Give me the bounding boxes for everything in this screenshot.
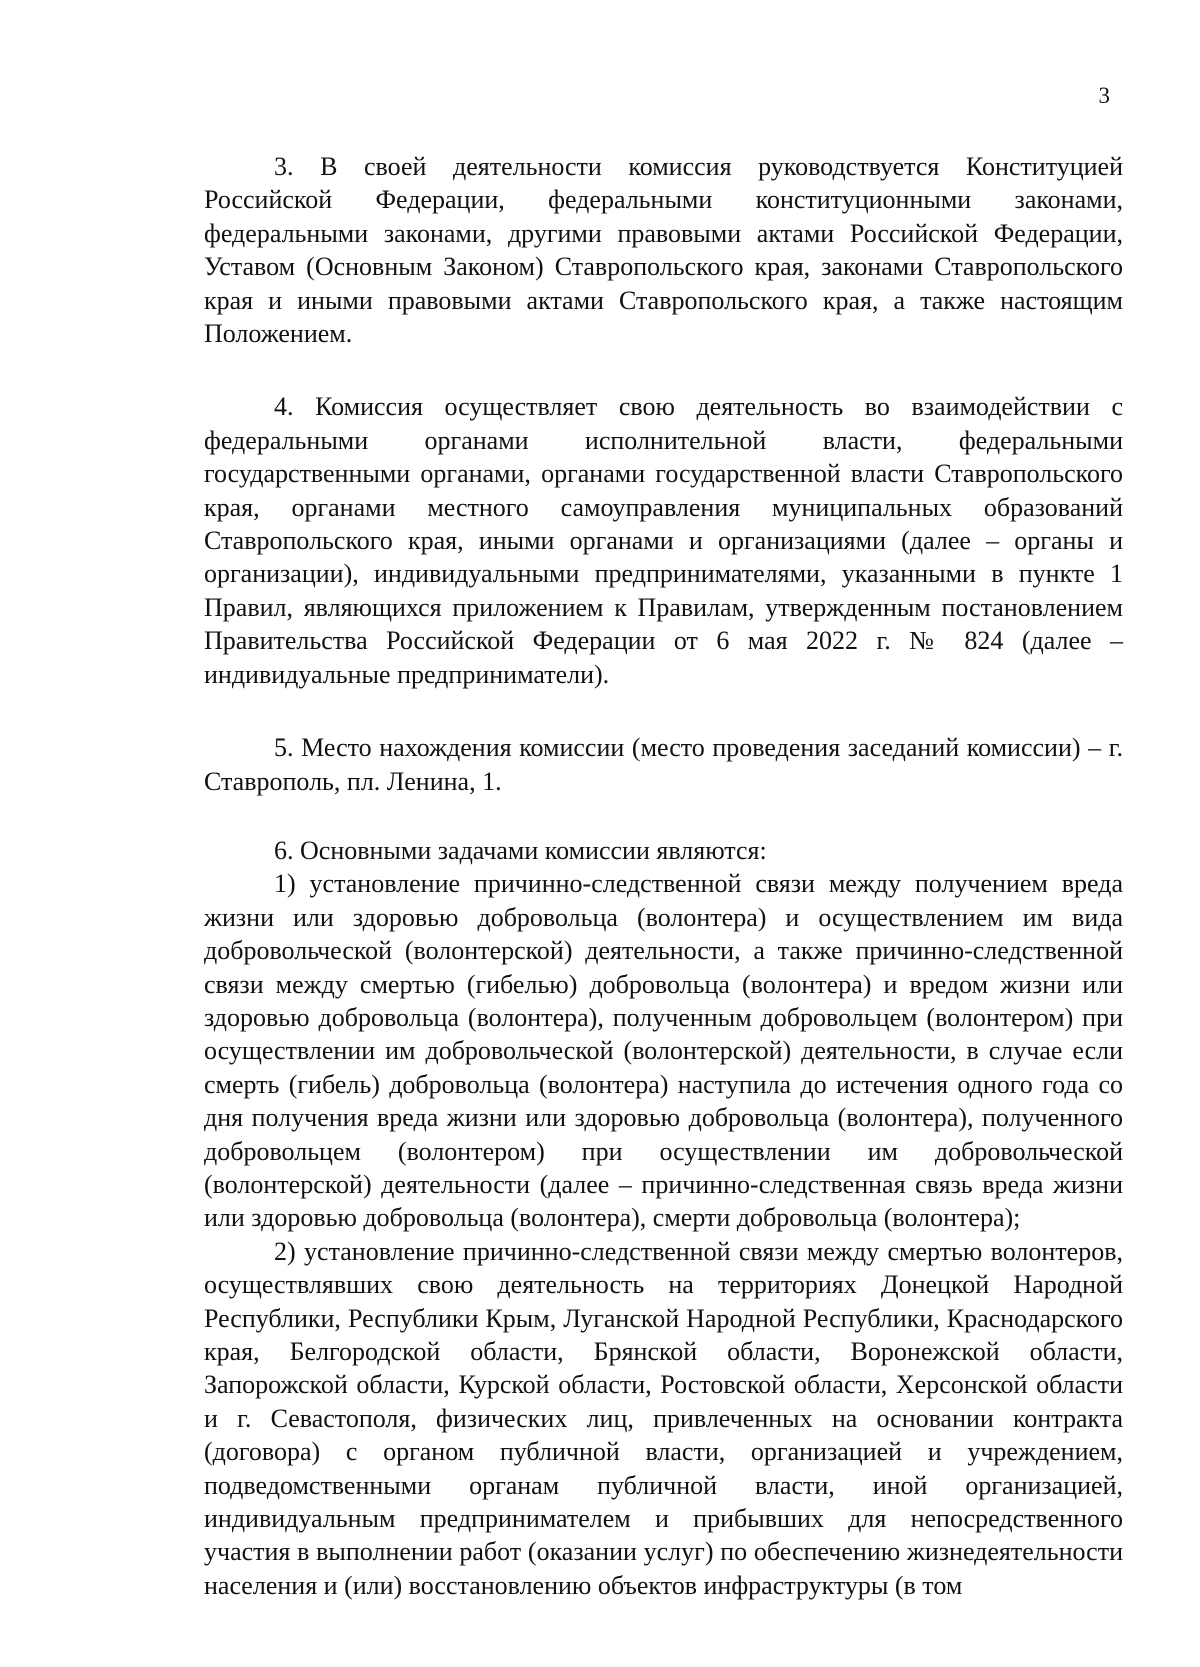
paragraph-6-item-1: 1) установление причинно-следственной связи между получением вреда жизни или здоровью добровольца (волонтера) и осуществлением им вида добровольческой (волонтерской) деятельности, а также причинно-следственной связи между смертью (гибелью) добровольца (волонтера) и вредом жизни или здоровью добровольца (волонтера), полученным добровольцем (волонтером) при осуществлении им добровольческой (волонтерской) деятельности, в случае если смерть (гибель) добровольца (волонтера) наступила до истечения одного года со дня получения вреда жизни или здоровью добровольца (волонтера), полученного добровольцем (волонтером) при осуществлении им добровольческой (волонтерской) деятельности (далее – причинно-следственная связь вреда жизни или здоровью добровольца (волонтера), смерти добровольца (волонтера);	[204, 869, 1123, 1233]
document-body	[204, 150, 1123, 1602]
paragraph-5: 5. Место нахождения комиссии (место проведения заседаний комиссии) – г. Ставрополь, пл. Ленина, 1.	[204, 733, 1123, 796]
paragraph-6: 6. Основными задачами комиссии являются:	[274, 835, 767, 865]
paragraph-4: 4. Комиссия осуществляет свою деятельность во взаимодействии с федеральными органами исполнительной власти, федеральными государственными органами, органами государственной власти Ставропольского края, органами местного самоуправления муниципальных образований Ставропольского края, иными органами и организациями (далее – органы и организации), индивидуальными предпринимателями, указанными в пункте 1 Правил, являющихся приложением к Правилам, утвержденным постановлением Правительства Российской Федерации от 6 мая 2022 г. № 824 (далее – индивидуальные предприниматели).	[204, 392, 1123, 689]
paragraph-3: 3. В своей деятельности комиссия руководствуется Конституцией Российской Федерации, федеральными конституционными законами, федеральными законами, другими правовыми актами Российской Федерации, Уставом (Основным Законом) Ставропольского края, законами Ставропольского края и иными правовыми актами Ставропольского края, а также настоящим Положением.	[204, 152, 1123, 349]
page-number: 3	[1098, 83, 1110, 108]
paragraph-6-item-2: 2) установление причинно-следственной связи между смертью волонтеров, осуществлявших свою деятельность на территориях Донецкой Народной Республики, Республики Крым, Луганской Народной Республики, Краснодарского края, Белгородской области, Брянской области, Воронежской области, Запорожской области, Курской области, Ростовской области, Херсонской области и г. Севастополя, физических лиц, привлеченных на основании контракта (договора) с органом публичной власти, организацией и учреждением, подведомственными органам публичной власти, иной организацией, индивидуальным предпринимателем и прибывших для непосредственного участия в выполнении работ (оказании услуг) по обеспечению жизнедеятельности населения и (или) восстановлению объектов инфраструктуры (в том	[204, 1236, 1123, 1600]
